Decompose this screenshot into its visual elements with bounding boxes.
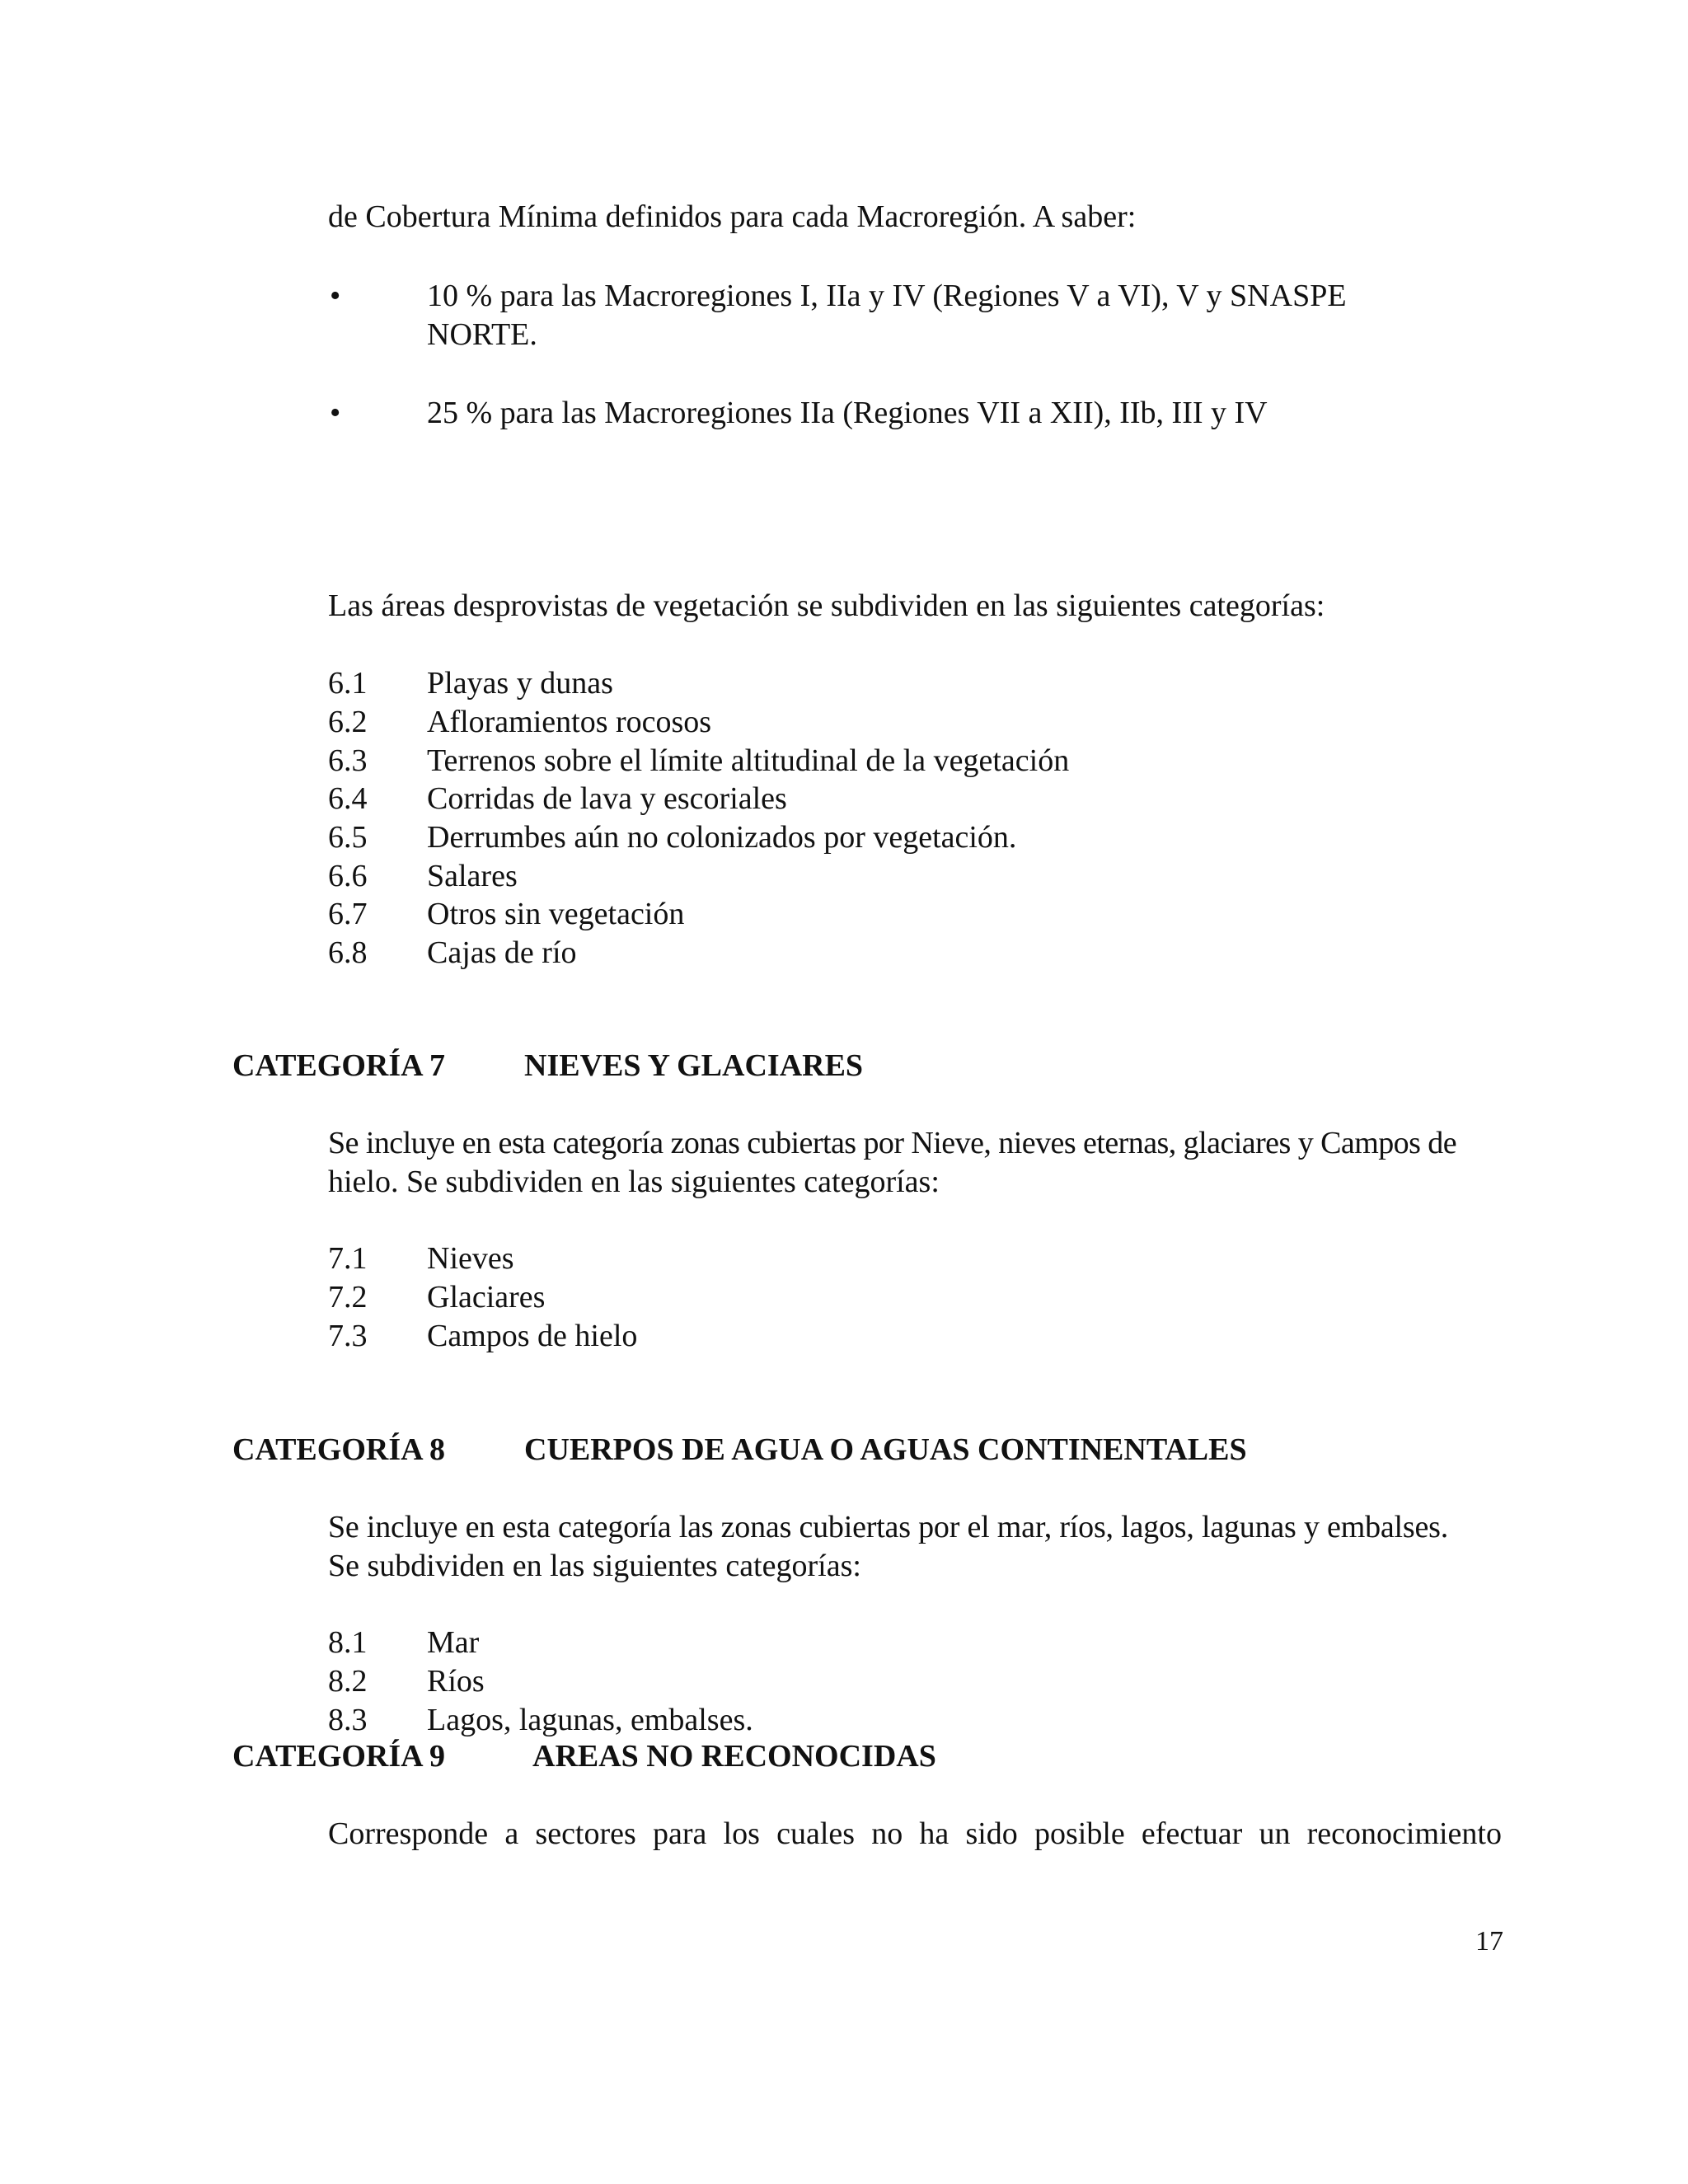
list-item-number: 6.3 bbox=[328, 743, 368, 778]
list-item-number: 6.2 bbox=[328, 705, 368, 739]
list-item-number: 6.1 bbox=[328, 666, 368, 701]
bullet-symbol: • bbox=[330, 396, 341, 430]
list-item-number: 6.6 bbox=[328, 859, 368, 893]
bullet-line: 25 % para las Macroregiones IIa (Regiones VII a XII), IIb, III y IV bbox=[427, 396, 1268, 430]
list-item-label: Cajas de río bbox=[427, 935, 577, 970]
list-item-number: 7.2 bbox=[328, 1280, 368, 1315]
list-item-label: Derrumbes aún no colonizados por vegetación. bbox=[427, 820, 1017, 855]
bullet-line-continued: NORTE. bbox=[427, 317, 537, 352]
list-item-number: 8.3 bbox=[328, 1703, 368, 1737]
list-item-label: Terrenos sobre el límite altitudinal de la vegetación bbox=[427, 743, 1070, 778]
category8-title: CUERPOS DE AGUA O AGUAS CONTINENTALES bbox=[524, 1432, 1247, 1467]
list-item-label: Afloramientos rocosos bbox=[427, 705, 712, 739]
list-item-number: 6.8 bbox=[328, 935, 368, 970]
list-item-number: 8.1 bbox=[328, 1625, 368, 1660]
list-item-number: 7.3 bbox=[328, 1319, 368, 1353]
list-item-label: Corridas de lava y escoriales bbox=[427, 781, 787, 816]
category7-desc-line2: hielo. Se subdividen en las siguientes categorías: bbox=[328, 1165, 940, 1199]
intro-continuation: de Cobertura Mínima definidos para cada Macroregión. A saber: bbox=[328, 199, 1137, 234]
list-item-label: Playas y dunas bbox=[427, 666, 613, 701]
category9-label: CATEGORÍA 9 bbox=[232, 1739, 445, 1774]
bullet-symbol: • bbox=[330, 279, 341, 313]
category8-desc-line1: Se incluye en esta categoría las zonas cubiertas por el mar, ríos, lagos, lagunas y embalses. bbox=[328, 1510, 1449, 1544]
list-item-number: 6.4 bbox=[328, 781, 368, 816]
list-item-label: Glaciares bbox=[427, 1280, 546, 1315]
category9-title: AREAS NO RECONOCIDAS bbox=[532, 1739, 936, 1774]
category7-desc-line1: Se incluye en esta categoría zonas cubiertas por Nieve, nieves eternas, glaciares y Campos de bbox=[328, 1126, 1457, 1160]
list-item-label: Mar bbox=[427, 1625, 480, 1660]
category7-label: CATEGORÍA 7 bbox=[232, 1048, 445, 1083]
list-item-label: Nieves bbox=[427, 1241, 514, 1276]
page-number: 17 bbox=[1475, 1926, 1503, 1957]
category8-label: CATEGORÍA 8 bbox=[232, 1432, 445, 1467]
list-item-label: Lagos, lagunas, embalses. bbox=[427, 1703, 753, 1737]
category8-desc-line2: Se subdividen en las siguientes categorías: bbox=[328, 1549, 861, 1583]
category9-desc-line1: Corresponde a sectores para los cuales no ha sido posible efectuar un reconocimiento bbox=[328, 1816, 1502, 1851]
list-item-label: Otros sin vegetación bbox=[427, 897, 685, 931]
list-item-number: 6.5 bbox=[328, 820, 368, 855]
section6-intro: Las áreas desprovistas de vegetación se subdividen en las siguientes categorías: bbox=[328, 588, 1325, 623]
list-item-number: 6.7 bbox=[328, 897, 368, 931]
list-item-label: Ríos bbox=[427, 1664, 485, 1699]
list-item-number: 7.1 bbox=[328, 1241, 368, 1276]
list-item-label: Campos de hielo bbox=[427, 1319, 638, 1353]
list-item-number: 8.2 bbox=[328, 1664, 368, 1699]
category7-title: NIEVES Y GLACIARES bbox=[524, 1048, 864, 1083]
bullet-line: 10 % para las Macroregiones I, IIa y IV (Regiones V a VI), V y SNASPE bbox=[427, 279, 1347, 313]
list-item-label: Salares bbox=[427, 859, 518, 893]
